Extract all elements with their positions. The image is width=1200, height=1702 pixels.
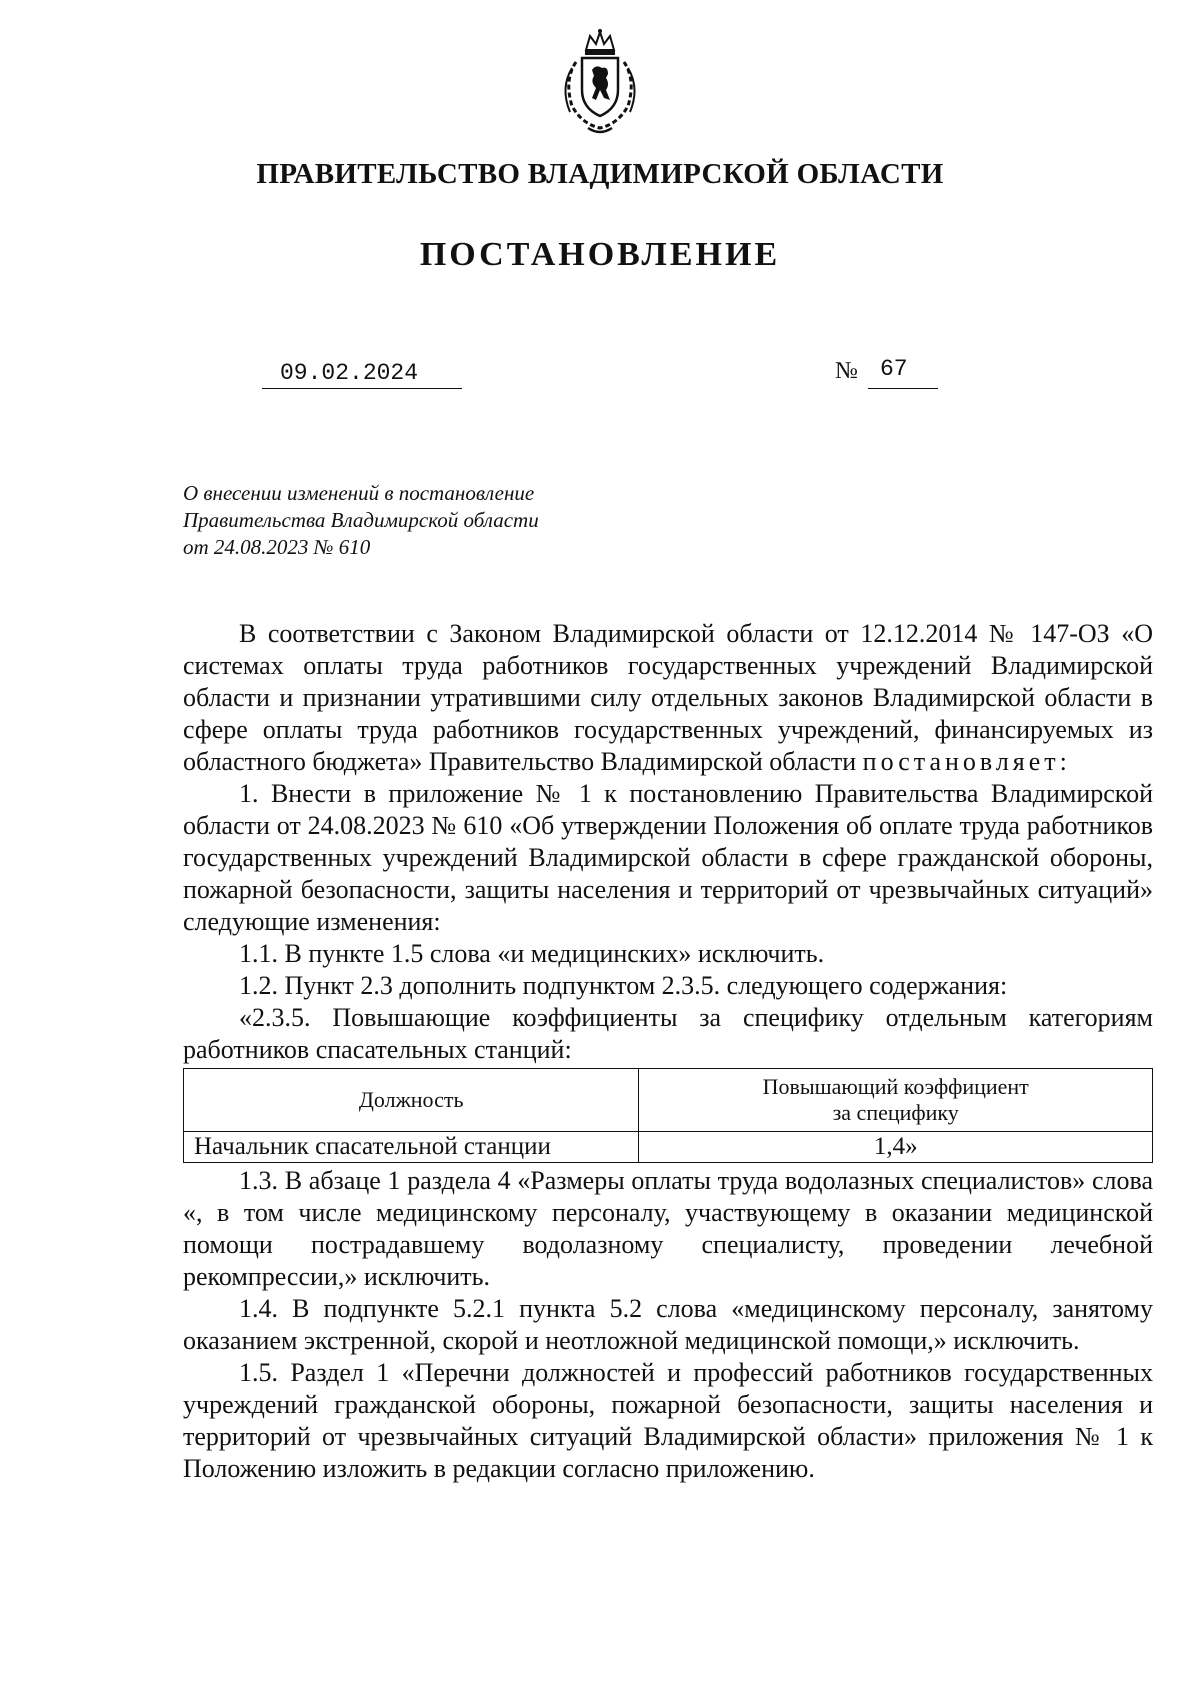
paragraph-1-5: 1.5. Раздел 1 «Перечни должностей и профессий работников государственных учреждений гражданской обороны, пожарной безопасности, защиты населения и территорий от чрезвычайных ситуаций Владимирской области» приложения № 1 к Положению изложить в редакции согласно приложению. [183, 1358, 1153, 1483]
document-number: 67 [880, 356, 908, 382]
table-cell-coefficient: 1,4» [639, 1132, 1153, 1163]
government-title: ПРАВИТЕЛЬСТВО ВЛАДИМИРСКОЙ ОБЛАСТИ [256, 158, 944, 190]
subject-line: от 24.08.2023 № 610 [183, 535, 371, 559]
table-row [184, 1132, 1153, 1163]
header-line: Повышающий коэффициент [762, 1074, 1029, 1099]
document-date: 09.02.2024 [280, 360, 419, 386]
paragraph-1-1: 1.1. В пункте 1.5 слова «и медицинских» исключить. [239, 939, 825, 968]
paragraph-1-4: 1.4. В подпункте 5.2.1 пункта 5.2 слова «медицинскому персоналу, занятому оказанием экстренной, скорой и неотложной медицинской помощи,» исключить. [183, 1294, 1153, 1355]
document-subject [183, 480, 703, 561]
preamble-text: В соответствии с Законом Владимирской области от 12.12.2014 № 147-ОЗ «О системах оплаты труда работников государственных учреждений Владимирской области и признании утратившими силу отдельных законов Владимирской области в сфере оплаты труда работников государственных учреждений, финансируемых из областного бюджета» Правительство Владимирской области [183, 619, 1153, 776]
document-type: ПОСТАНОВЛЕНИЕ [419, 236, 781, 273]
paragraph-1-2: 1.2. Пункт 2.3 дополнить подпунктом 2.3.5. следующего содержания: [239, 971, 1008, 1000]
document-body [183, 618, 1153, 1485]
number-sign: № [835, 358, 858, 384]
table-header-coefficient [639, 1069, 1153, 1132]
table-cell-position: Начальник спасательной станции [184, 1132, 639, 1163]
subject-line: О внесении изменений в постановление [183, 481, 535, 505]
paragraph-2-3-5: «2.3.5. Повышающие коэффициенты за специфику отдельным категориям работников спасательных станций: [183, 1003, 1153, 1064]
paragraph-1-3: 1.3. В абзаце 1 раздела 4 «Размеры оплаты труда водолазных специалистов» слова «, в том числе медицинскому персоналу, участвующему в оказании медицинской помощи пострадавшему водолазному специалисту, проведении лечебной рекомпрессии,» исключить. [183, 1166, 1153, 1291]
subject-line: Правительства Владимирской области [183, 508, 539, 532]
preamble-resolves: постановляет: [862, 747, 1071, 776]
preamble-paragraph [183, 618, 1153, 778]
coefficient-table [183, 1068, 1153, 1163]
table-header-row [184, 1069, 1153, 1132]
coat-of-arms-icon [552, 28, 648, 138]
paragraph-1: 1. Внести в приложение № 1 к постановлению Правительства Владимирской области от 24.08.2023 № 610 «Об утверждении Положения об оплате труда работников государственных учреждений Владимирской области в сфере гражданской обороны, пожарной безопасности, защиты населения и территорий от чрезвычайных ситуаций» следующие изменения: [183, 779, 1153, 936]
header-line: за специфику [832, 1100, 959, 1125]
table-header-position: Должность [184, 1069, 639, 1132]
